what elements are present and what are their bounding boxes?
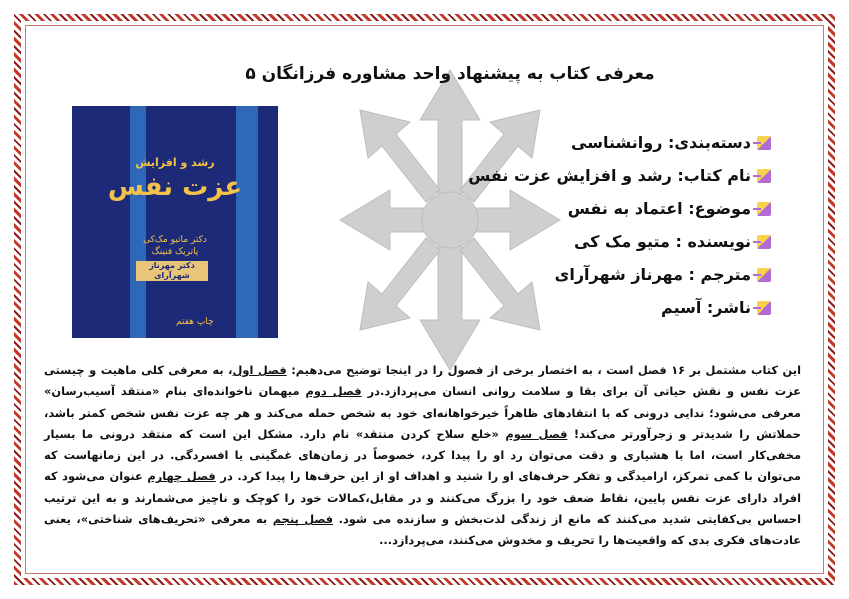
bullet-icon <box>757 235 771 249</box>
chapter-two-label: فصل دوم <box>305 384 362 399</box>
desc-text: این کتاب مشتمل بر ۱۶ فصل است ، به اختصار برخی از فصول را در اینجا توضیح می‌دهیم: <box>286 363 801 377</box>
cover-edition: چاپ هفتم <box>176 317 214 327</box>
info-item-author <box>411 225 771 258</box>
chapter-three-label: فصل سوم <box>505 426 568 441</box>
cover-subtitle: رشد و افزایش <box>135 156 215 169</box>
info-item-book-name <box>411 159 771 192</box>
cover-translator-badge: دکتر مهرناز شهرآرای <box>136 261 208 281</box>
book-info-list <box>411 126 771 324</box>
bullet-icon <box>757 169 771 183</box>
chapter-four-label: فصل چهارم <box>147 469 216 484</box>
info-text: موضوع: اعتماد به نفس <box>567 198 751 218</box>
desc-text: عنوان می‌شود که افراد دارای عزت نفس پایین، نقاط ضعف خود را بزرگ می‌کنند و در مقابل،کمالات خود را کوچک و ناچیز می‌شمارند و به این ترتیب احساس بی‌کفایتی شدید می‌کنند که مانع از زندگی لذت‌بخش و سازنده می شود. <box>44 469 801 527</box>
book-description <box>44 360 801 552</box>
cover-stripe <box>236 106 258 338</box>
desc-text: به معرفی «تحریف‌های شناختی»، یعنی عادت‌های فکری بدی که واقعیت‌ها را تحریف و مخدوش می‌کنند، می‌پردازد... <box>44 512 801 548</box>
desc-text: «خلع سلاح کردن منتقد» نام دارد. مشکل این است که منتقد درونی ما بسیار مخفی‌کار است، اما با هشیاری و دقت می‌توان رد او را پیدا کرد، خصوصاً در زمان‌های غمگینی یا افسردگی. در این زمانهاست که می‌توان با کمی تمرکز، ارامیدگی و تفکر حرف‌های او را شنید و اهداف او از این حرف‌ها را پیدا کرد. در <box>44 426 801 484</box>
book-cover <box>72 106 278 338</box>
desc-text: میهمان ناخوانده‌ای بنام «منتقد آسیب‌رسان» معرفی می‌شود؛ ندایی درونی که با انتقادهای ظاهراً خیرخواهانه‌ای خود به شخص حمله می‌کند و هر چه عزت نفس شخص کمتر باشد، حملاتش را شدیدتر و زجرآورتر می‌کند! <box>44 384 801 441</box>
info-text: نام کتاب: رشد و افزایش عزت نفس <box>468 165 751 185</box>
info-text: ناشر: آسیم <box>661 297 751 317</box>
chapter-one-label: فصل اول <box>232 363 287 377</box>
cover-main-title: عزت نفس <box>107 172 243 202</box>
info-item-category <box>411 126 771 159</box>
info-text: نویسنده : متیو مک کی <box>573 231 751 251</box>
bullet-icon <box>757 301 771 315</box>
info-text: دسته‌بندی: روانشناسی <box>571 132 751 152</box>
cover-stripe <box>130 106 146 338</box>
info-item-translator <box>411 258 771 291</box>
info-item-publisher <box>411 291 771 324</box>
info-item-subject <box>411 192 771 225</box>
desc-text: ، به معرفی کلی ماهیت و چیستی عزت نفس و نقش حیاتی آن برای بقا و سلامت روانی انسان می‌پردازد.در <box>44 363 802 399</box>
page-title: معرفی کتاب به پیشنهاد واحد مشاوره فرزانگان ۵ <box>245 64 655 84</box>
info-text: مترجم : مهرناز شهرآرای <box>554 264 751 284</box>
bullet-icon <box>757 268 771 282</box>
bullet-icon <box>757 136 771 150</box>
chapter-five-label: فصل پنجم <box>272 512 334 527</box>
bullet-icon <box>757 202 771 216</box>
cover-authors: دکتر ماتیو مک‌کی پاتریک فنینگ <box>143 235 207 257</box>
